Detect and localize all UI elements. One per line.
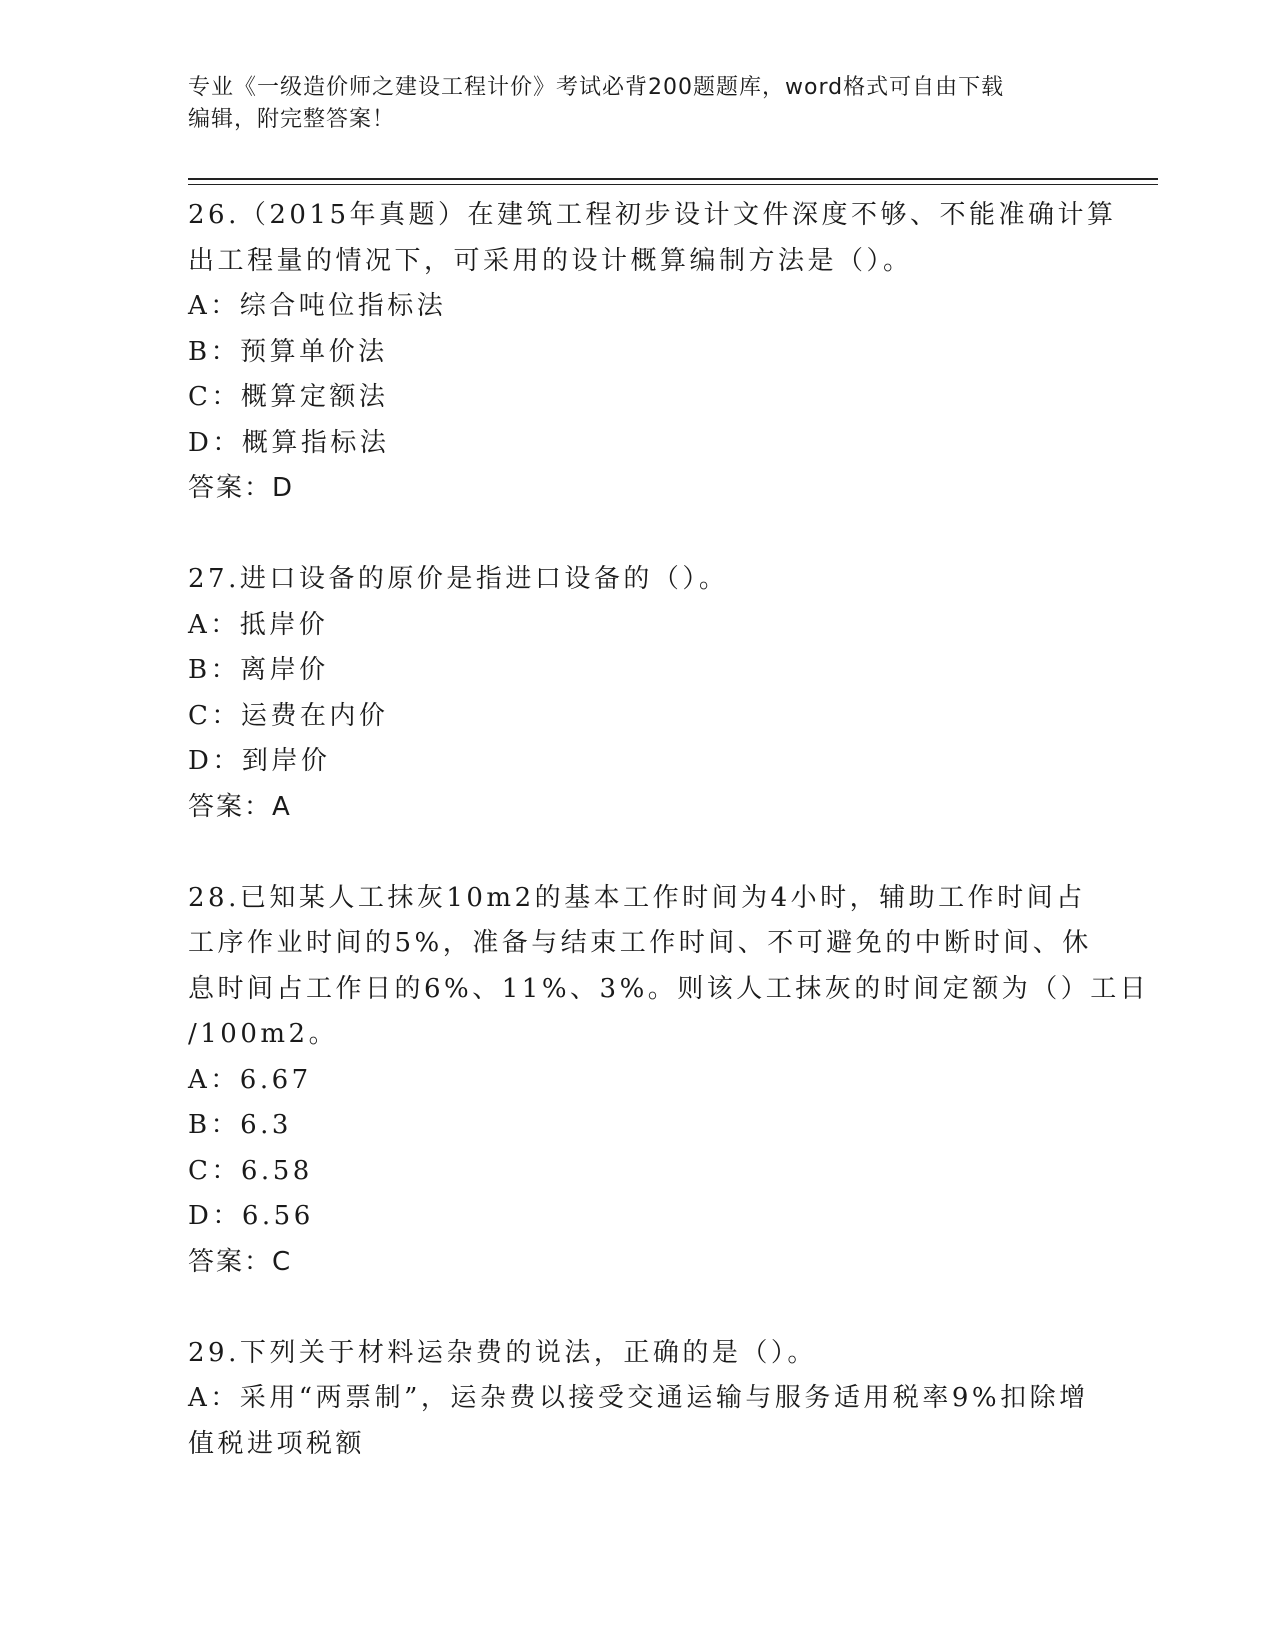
spacer	[188, 512, 1088, 558]
option-a: A：6.67	[188, 1064, 312, 1095]
spacer	[188, 1285, 1088, 1331]
spacer	[188, 830, 1088, 876]
question-stem: 工序作业时间的5%，准备与结束工作时间、不可避免的中断时间、休	[188, 928, 1092, 958]
question-stem: 28.已知某人工抹灰10m2的基本工作时间为4小时，辅助工作时间占	[188, 882, 1086, 913]
option-a: A：抵岸价	[188, 609, 329, 640]
header-rule-thick	[188, 178, 1158, 180]
option-b: B：离岸价	[188, 655, 329, 685]
question-26	[188, 193, 1117, 512]
document-header	[188, 72, 1088, 136]
question-28	[188, 876, 1150, 1286]
option-c: C：概算定额法	[188, 382, 389, 412]
option-d: D：概算指标法	[188, 427, 390, 458]
answer-line: 答案：D	[188, 473, 295, 503]
question-stem: /100m2。	[188, 1019, 339, 1049]
option-d: D：到岸价	[188, 746, 331, 776]
question-stem: 出工程量的情况下，可采用的设计概算编制方法是（）。	[188, 245, 913, 276]
option-b: B：预算单价法	[188, 336, 388, 367]
answer-line: 答案：C	[188, 1246, 293, 1277]
header-line-1: 专业《一级造价师之建设工程计价》考试必背200题题库，word格式可自由下载	[188, 75, 1005, 100]
option-a-continued: 值税进项税额	[188, 1428, 366, 1459]
question-list	[188, 193, 1150, 1467]
question-29	[188, 1331, 1088, 1468]
header-rule-thin	[188, 184, 1158, 185]
option-a: A：采用“两票制”，运杂费以接受交通运输与服务适用税率9%扣除增	[188, 1383, 1089, 1413]
header-line-2: 编辑，附完整答案！	[188, 107, 396, 132]
question-stem: 27.进口设备的原价是指进口设备的（）。	[188, 564, 729, 594]
option-a: A：综合吨位指标法	[188, 291, 447, 321]
option-c: C：运费在内价	[188, 700, 389, 731]
option-c: C：6.58	[188, 1155, 313, 1186]
question-stem: 29.下列关于材料运杂费的说法，正确的是（）。	[188, 1337, 817, 1368]
option-d: D：6.56	[188, 1201, 314, 1231]
answer-line: 答案：A	[188, 791, 292, 822]
question-27	[188, 557, 1088, 830]
question-stem: 息时间占工作日的6%、11%、3%。则该人工抹灰的时间定额为（）工日	[188, 973, 1150, 1004]
question-stem: 26.（2015年真题）在建筑工程初步设计文件深度不够、不能准确计算	[188, 200, 1117, 230]
option-b: B：6.3	[188, 1110, 292, 1140]
